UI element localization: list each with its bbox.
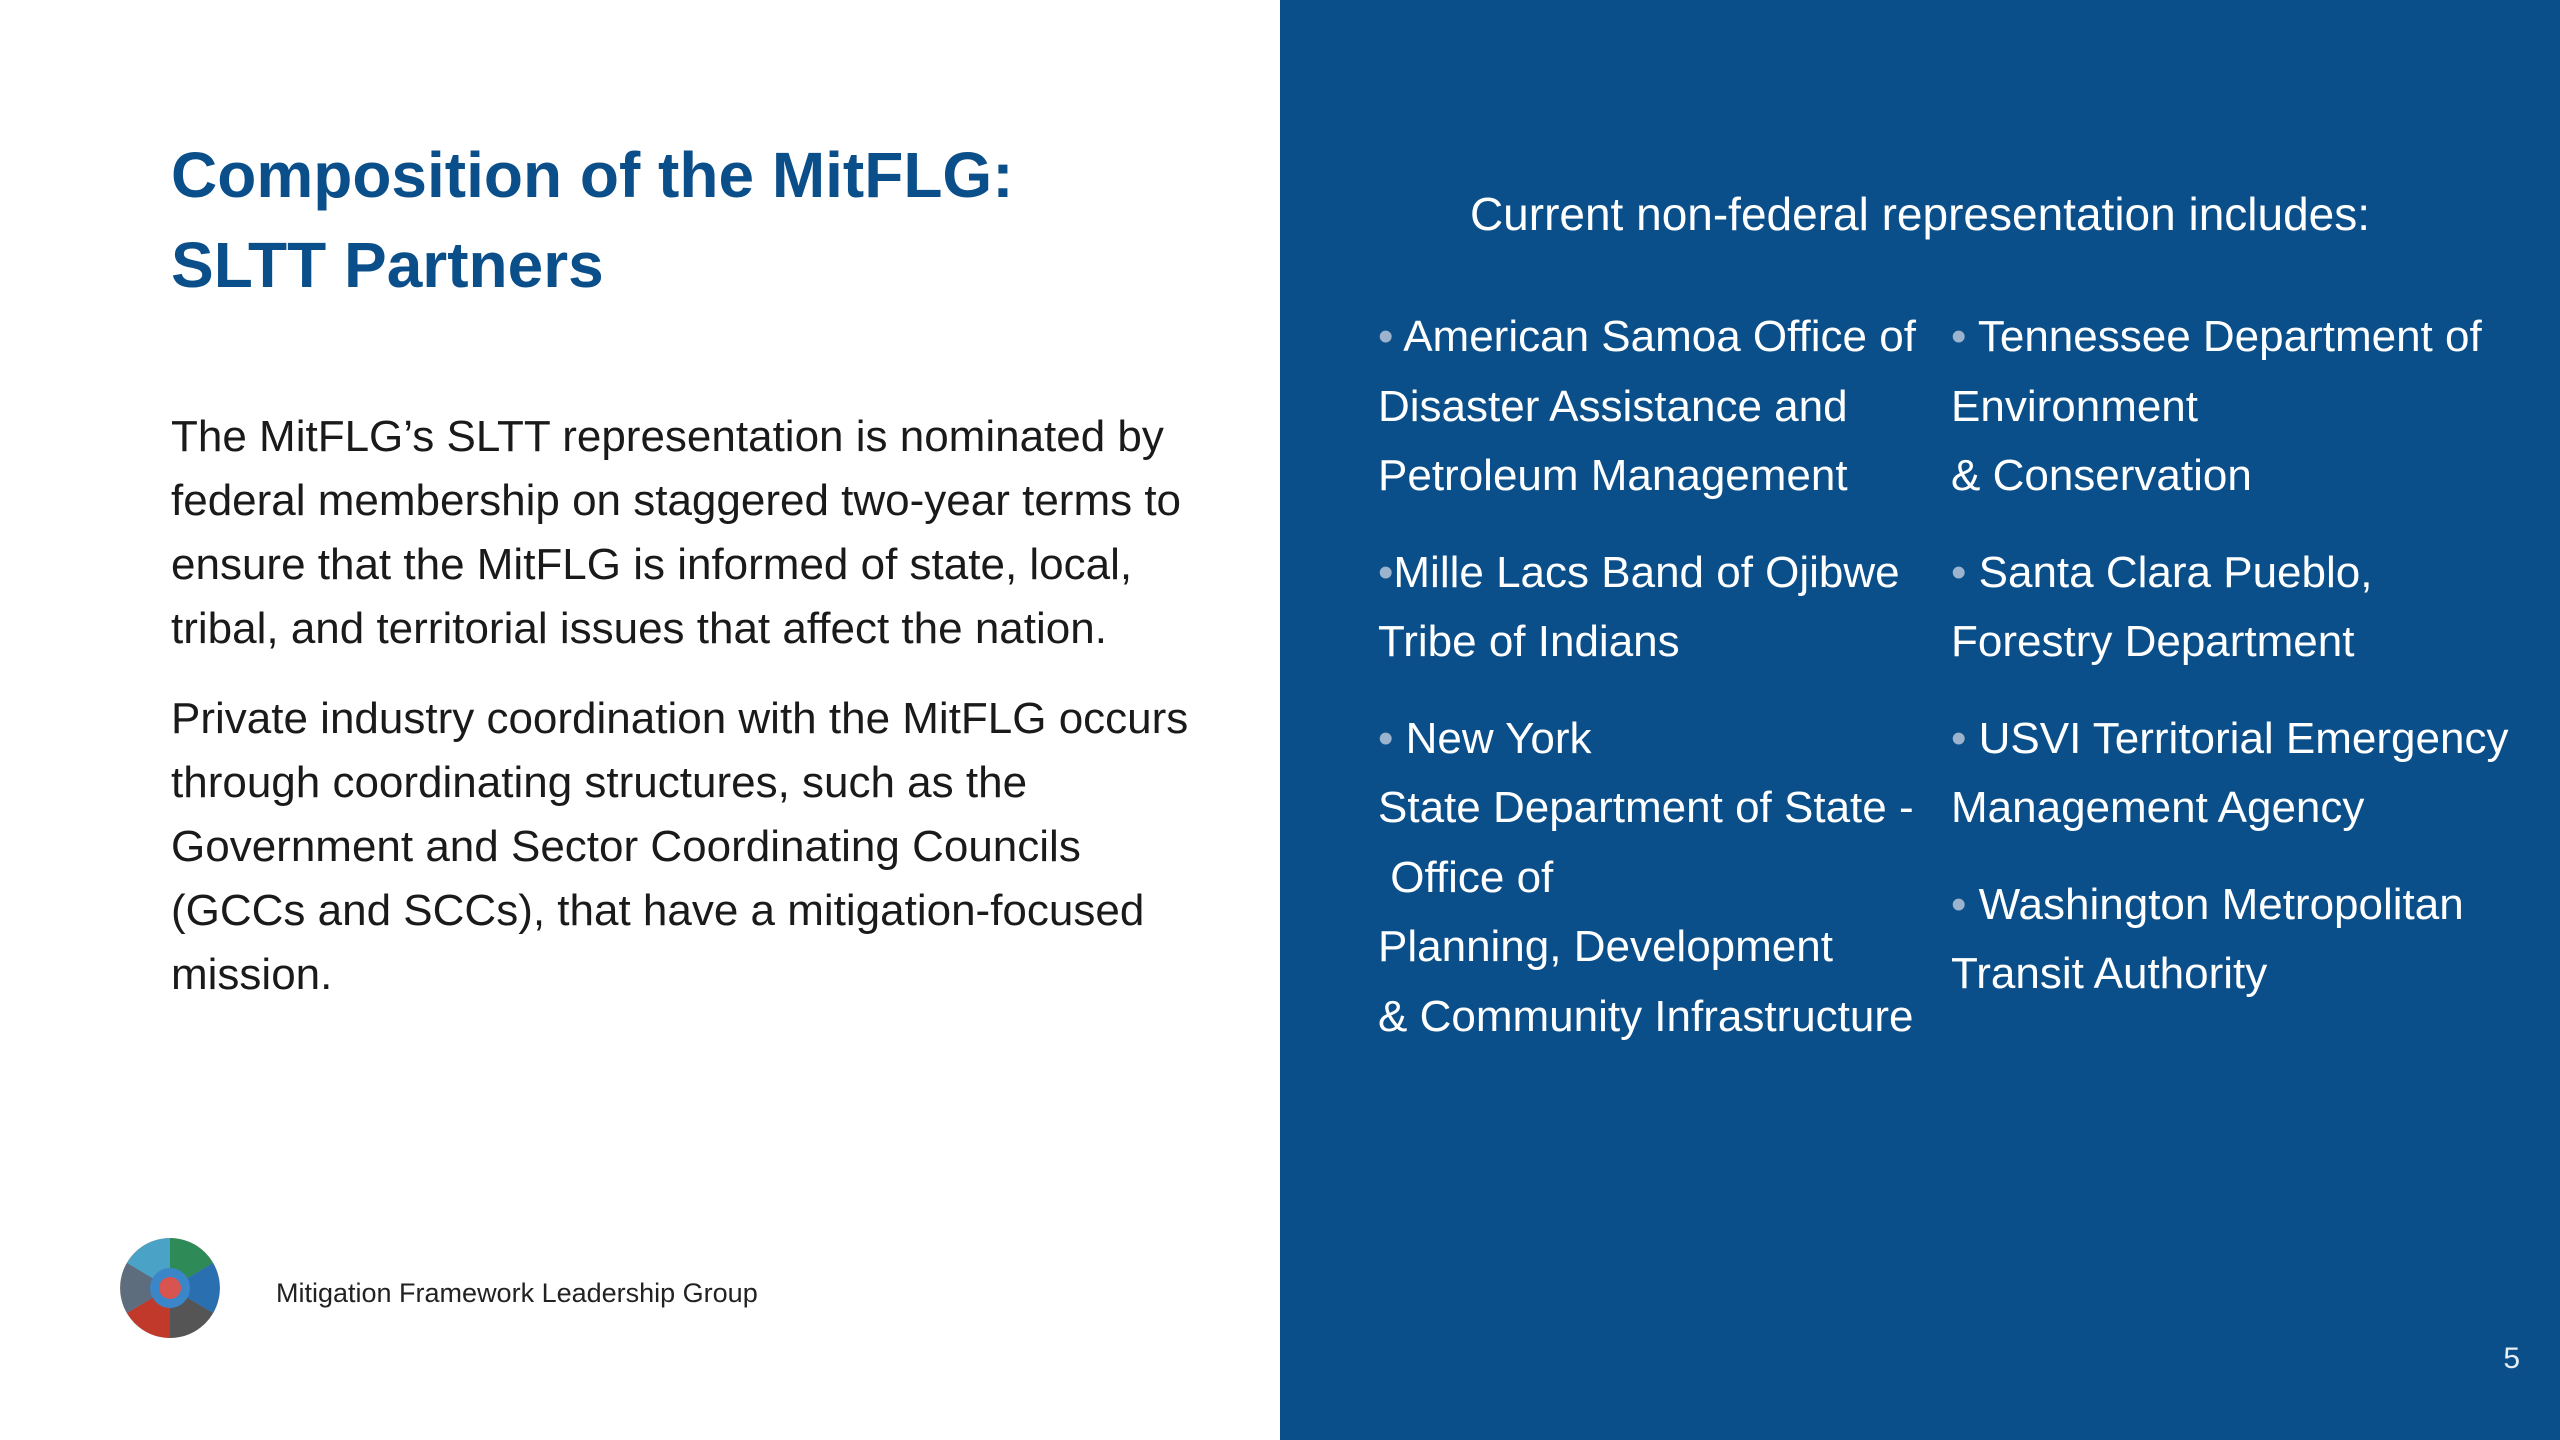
rep-line: USVI Territorial Emergency <box>1978 713 2509 763</box>
bullet-icon: • <box>1378 547 1394 597</box>
rep-line: State Department of State - <box>1378 783 1914 832</box>
rep-line: Petroleum Management <box>1378 451 1848 500</box>
rep-item-santa-clara <box>1951 538 2516 677</box>
slide-title <box>171 130 1221 310</box>
representation-heading: Current non-federal representation includes: <box>1469 188 2371 240</box>
bullet-icon: • <box>1951 312 1967 361</box>
representation-column-2 <box>1951 302 2516 1036</box>
page-number: 5 <box>2503 1342 2520 1375</box>
rep-line: Management Agency <box>1951 783 2365 832</box>
rep-line: Transit Authority <box>1951 949 2268 998</box>
rep-line: Office of <box>1378 852 1554 902</box>
rep-line: Santa Clara Pueblo, <box>1978 547 2373 597</box>
rep-line: & Conservation <box>1951 451 2252 500</box>
rep-item-new-york <box>1378 704 1943 1052</box>
rep-line: Planning, Development <box>1378 922 1833 971</box>
slide-title-line-1: Composition of the MitFLG: <box>171 139 1014 211</box>
rep-line: New York <box>1405 713 1592 763</box>
rep-line: Washington Metropolitan <box>1978 879 2464 929</box>
bullet-icon: • <box>1378 713 1394 763</box>
bullet-icon: • <box>1378 312 1394 361</box>
paragraph-private-industry: Private industry coordination with the MitFLG occurs through coordinating structures, such as the Government and Sector Coordinating Councils (GCCs and SCCs), that have a mitigation-focused mission. <box>171 694 1189 999</box>
paragraph-sltt-representation: The MitFLG’s SLTT representation is nominated by federal membership on staggered two-year terms to ensure that the MitFLG is informed of state, local, tribal, and territorial issues that affect the nation. <box>171 412 1182 653</box>
rep-item-tennessee <box>1951 302 2516 511</box>
rep-line: Tennessee Department of <box>1977 312 2482 361</box>
rep-line: Tribe of Indians <box>1378 617 1680 666</box>
rep-line: Forestry Department <box>1951 617 2355 666</box>
rep-line: & Community Infrastructure <box>1378 991 1914 1041</box>
rep-line: Mille Lacs Band of Ojibwe <box>1393 547 1900 597</box>
rep-item-american-samoa <box>1378 302 1943 511</box>
slide-title-line-2: SLTT Partners <box>171 229 604 301</box>
bullet-icon: • <box>1951 713 1967 763</box>
footer-organization-name: Mitigation Framework Leadership Group <box>276 1278 758 1308</box>
bullet-icon: • <box>1951 879 1967 929</box>
body-text <box>171 405 1211 1033</box>
rep-line: Environment <box>1951 381 2199 431</box>
rep-item-mille-lacs <box>1378 538 1943 677</box>
representation-column-1 <box>1378 302 1943 1078</box>
mitflg-logo-icon <box>118 1236 222 1340</box>
rep-line: American Samoa Office of <box>1403 312 1916 361</box>
bullet-icon: • <box>1951 547 1967 597</box>
rep-item-wmata <box>1951 870 2516 1009</box>
rep-item-usvi <box>1951 704 2516 843</box>
rep-line: Disaster Assistance and <box>1378 381 1848 431</box>
